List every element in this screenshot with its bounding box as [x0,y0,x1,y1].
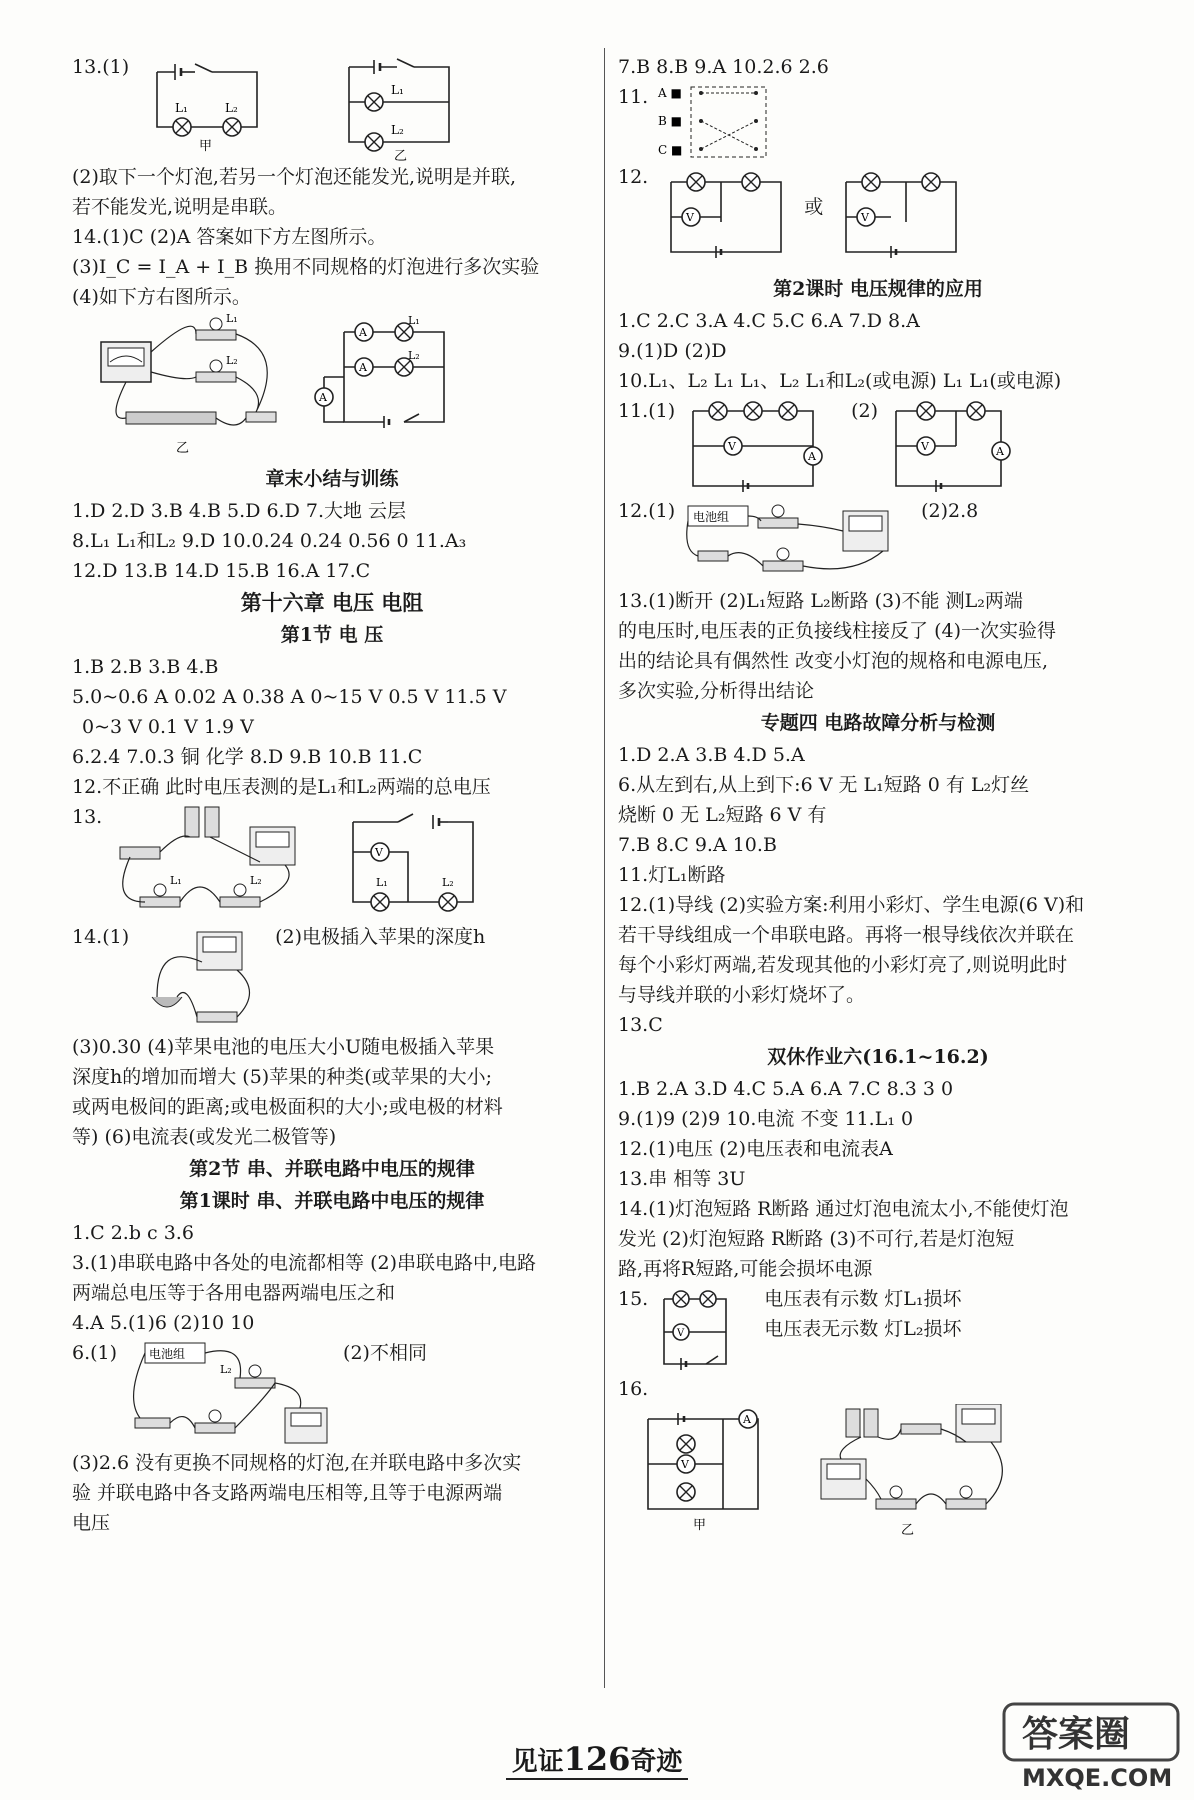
hw6-q16-row [618,1374,1138,1404]
q14-circuit-diagram [304,312,474,442]
svg-text:MXQE.COM: MXQE.COM [1022,1764,1173,1792]
hw6-line6: 发光 (2)灯泡短路 R断路 (3)不可行,若是灯泡短 [618,1228,1015,1250]
hw6-q15a: 电压表有示数 灯L₁损坏 [764,1288,962,1310]
svg-text:V: V [921,440,930,453]
ch16-q14-right: (2)电极插入苹果的深度h [275,926,486,948]
svg-text:V: V [728,440,737,453]
svg-text:乙: 乙 [394,149,408,162]
apple-battery-apparatus [137,922,267,1032]
series-circuit-diagram [137,52,277,152]
svg-text:L₁: L₁ [408,314,420,327]
svg-text:A: A [359,361,367,374]
svg-text:B ■: B ■ [658,114,683,128]
ch16-line3: 0~3 V 0.1 V 1.9 V [82,716,254,738]
topic4-line3: 烧断 0 无 L₂短路 6 V 有 [618,804,827,826]
hw6-q15-row [618,1284,1138,1374]
topic4-line4: 7.B 8.C 9.A 10.B [618,834,777,856]
sec2-q6-apparatus [125,1338,335,1448]
left-column [72,52,592,1538]
hw6-q16-figures [638,1404,1138,1544]
watermark-graphic [1002,1700,1180,1792]
topic4-line10: 13.C [618,1014,663,1036]
ch16-line1: 1.B 2.B 3.B 4.B [72,656,219,678]
lesson2-q11-circuit-b [886,396,1026,496]
svg-text:V: V [375,846,384,859]
sec2-line1: 1.C 2.b c 3.6 [72,1222,194,1244]
summary-title: 章末小结与训练 [265,468,399,490]
ch16-q13-label: 13. [72,806,103,828]
lesson2-q11a: 11.(1) [618,400,676,422]
svg-text:L₁: L₁ [391,83,404,97]
sec2-line5: (3)2.6 没有更换不同规格的灯泡,在并联电路中多次实 [72,1452,522,1474]
hw6-line1: 1.B 2.A 3.D 4.C 5.A 6.A 7.C 8.3 3 0 [618,1078,954,1100]
q13-text-a: (2)取下一个灯泡,若另一个灯泡还能发光,说明是并联, [72,166,517,188]
svg-text:L₂: L₂ [226,354,238,367]
lesson2-q12-label: 12.(1) [618,500,676,522]
svg-text:L₂: L₂ [220,1363,232,1376]
hw6-line5: 14.(1)灯泡短路 R断路 通过灯泡电流太小,不能使灯泡 [618,1198,1069,1220]
page-number: 126 [563,1740,631,1778]
section1-title: 第1节 电 压 [280,624,384,646]
lesson2-p2: 的电压时,电压表的正负接线柱接反了 (4)一次实验得 [618,620,1056,642]
parallel-circuit-diagram [329,52,469,162]
svg-text:电池组: 电池组 [693,510,730,524]
lesson2-q12b: (2)2.8 [921,500,979,522]
q14-apparatus-drawing [96,312,296,462]
ch16-q13-apparatus [110,802,310,922]
svg-text:L₁: L₁ [226,312,238,325]
sec2-line2: 3.(1)串联电路中各处的电流都相等 (2)串联电路中,电路 [72,1252,537,1274]
r-q11-row [618,82,1138,162]
sec2-q6-right: (2)不相同 [343,1342,427,1364]
hw6-line3: 12.(1)电压 (2)电压表和电流表A [618,1138,893,1160]
sec2-q6-row [72,1338,592,1448]
footer-right: 奇迹 [630,1747,683,1777]
svg-text:L₁: L₁ [376,876,388,889]
hw6-q15b: 电压表无示数 灯L₂损坏 [764,1318,962,1340]
svg-text:L₁: L₁ [175,101,188,115]
svg-text:L₁: L₁ [170,874,182,887]
hw6-line7: 路,再将R短路,可能会损坏电源 [618,1258,873,1280]
ch16-q14-row [72,922,592,1032]
lesson2-p1: 13.(1)断开 (2)L₁短路 L₂断路 (3)不能 测L₂两端 [618,590,1023,612]
svg-text:L₂: L₂ [225,101,238,115]
sec2-line6: 验 并联电路中各支路两端电压相等,且等于电源两端 [72,1482,503,1504]
r-q12-or: 或 [804,196,824,218]
hw6-q16-label: 16. [618,1378,649,1400]
r-q12-label: 12. [618,166,649,188]
section2-title: 第2节 串、并联电路中电压的规律 [189,1158,475,1180]
ch16-q14-label: 14.(1) [72,926,130,948]
q14-figures [96,312,592,462]
q13-text-b: 若不能发光,说明是串联。 [72,196,288,218]
svg-text:L₂: L₂ [391,123,404,137]
column-divider [604,48,605,1688]
hw6-q15-answers [764,1284,961,1344]
svg-text:甲: 甲 [693,1518,707,1533]
hw6-line2: 9.(1)9 (2)9 10.电流 不变 11.L₁ 0 [618,1108,914,1130]
hw6-line4: 13.串 相等 3U [618,1168,746,1190]
lesson2-q11-row [618,396,1138,496]
lesson2-title: 第2课时 电压规律的应用 [773,278,983,300]
r-q12-row [618,162,1138,272]
svg-text:电池组: 电池组 [149,1347,186,1361]
footer-left: 见证 [511,1747,564,1777]
svg-text:A: A [319,391,327,404]
topic4-line6: 12.(1)导线 (2)实验方案:利用小彩灯、学生电源(6 V)和 [618,894,1085,916]
topic4-line2: 6.从左到右,从上到下:6 V 无 L₁短路 0 有 L₂灯丝 [618,774,1030,796]
section2-subtitle: 第1课时 串、并联电路中电压的规律 [179,1190,485,1212]
ch16-para3: 或两电极间的距离;或电极面积的大小;或电极的材料 [72,1096,503,1118]
hw6-q15-label: 15. [618,1288,649,1310]
q14-line1: 14.(1)C (2)A 答案如下方左图所示。 [72,226,387,248]
svg-text:C ■: C ■ [658,143,683,157]
sec2-line3: 两端总电压等于各用电器两端电压之和 [72,1282,396,1304]
svg-text:L₂: L₂ [250,874,262,887]
topic4-line9: 与导线并联的小彩灯烧坏了。 [618,984,866,1006]
summary-line3: 12.D 13.B 14.D 15.B 16.A 17.C [72,560,371,582]
hw6-q15-circuit [656,1284,736,1374]
summary-line1: 1.D 2.D 3.B 4.B 5.D 6.D 7.大地 云层 [72,500,407,522]
svg-text:A: A [808,450,817,463]
svg-text:L₂: L₂ [408,349,420,362]
svg-text:乙: 乙 [176,441,190,456]
svg-text:A ■: A ■ [658,86,683,100]
svg-text:L₂: L₂ [442,876,454,889]
right-column [618,52,1138,1544]
sec2-line4: 4.A 5.(1)6 (2)10 10 [72,1312,255,1334]
q13-figures [72,52,592,162]
hw6-q16-circuit [638,1404,788,1534]
lesson2-q11b: (2) [851,400,879,422]
sec2-line7: 电压 [72,1512,111,1534]
ch16-line5: 12.不正确 此时电压表测的是L₁和L₂两端的总电压 [72,776,491,798]
topic4-line5: 11.灯L₁断路 [618,864,726,886]
svg-text:V: V [681,1458,689,1471]
ch16-line4: 6.2.4 7.0.3 铜 化学 8.D 9.B 10.B 11.C [72,746,423,768]
ch16-para4: 等) (6)电流表(或发光二极管等) [72,1126,337,1148]
svg-text:V: V [861,211,870,224]
svg-text:V: V [686,211,695,224]
footer-brand [506,1740,689,1780]
svg-text:乙: 乙 [901,1523,915,1538]
r-q11-wiring-diagram [656,82,776,162]
q13-label: 13.(1) [72,56,130,78]
ch16-para1: (3)0.30 (4)苹果电池的电压大小U随电极插入苹果 [72,1036,495,1058]
right-line1: 7.B 8.B 9.A 10.2.6 2.6 [618,56,829,78]
hw6-q16-apparatus [816,1404,1016,1544]
chapter16-title: 第十六章 电压 电阻 [240,590,424,615]
watermark-logo [1002,1700,1180,1792]
sec2-q6-label: 6.(1) [72,1342,118,1364]
r-q12-circuit-a [656,162,796,272]
svg-text:答案圈: 答案圈 [1022,1714,1131,1755]
q14-line2: (3)I_C = I_A + I_B 换用不同规格的灯泡进行多次实验 [72,256,540,278]
topic4-title: 专题四 电路故障分析与检测 [760,712,996,734]
r-q11-label: 11. [618,86,649,108]
lesson2-line2: 9.(1)D (2)D [618,340,727,362]
ch16-para2: 深度h的增加而增大 (5)苹果的种类(或苹果的大小; [72,1066,493,1088]
topic4-line8: 每个小彩灯两端,若发现其他的小彩灯亮了,则说明此时 [618,954,1068,976]
topic4-line7: 若干导线组成一个串联电路。再将一根导线依次并联在 [618,924,1075,946]
topic4-line1: 1.D 2.A 3.B 4.D 5.A [618,744,805,766]
svg-text:甲: 甲 [199,139,213,152]
ch16-line2: 5.0~0.6 A 0.02 A 0.38 A 0~15 V 0.5 V 11.5 V [72,686,507,708]
lesson2-q12-row [618,496,1138,586]
lesson2-line3: 10.L₁、L₂ L₁ L₁、L₂ L₁和L₂(或电源) L₁ L₁(或电源) [618,370,1062,392]
svg-text:V: V [677,1328,685,1339]
ch16-q13-figures [72,802,592,922]
lesson2-q12-apparatus [683,496,913,586]
svg-text:A: A [743,1413,751,1426]
lesson2-line1: 1.C 2.C 3.A 4.C 5.C 6.A 7.D 8.A [618,310,920,332]
lesson2-q11-circuit-a [683,396,843,496]
svg-text:A: A [359,326,367,339]
svg-text:A: A [996,445,1005,458]
summary-line2: 8.L₁ L₁和L₂ 9.D 10.0.24 0.24 0.56 0 11.A₃ [72,530,467,552]
lesson2-p3: 出的结论具有偶然性 改变小灯泡的规格和电源电压, [618,650,1049,672]
ch16-q13-circuit [338,802,488,922]
r-q12-circuit-b [831,162,971,272]
lesson2-p4: 多次实验,分析得出结论 [618,680,815,702]
hw6-title: 双休作业六(16.1~16.2) [767,1046,989,1068]
q14-line3: (4)如下方右图所示。 [72,286,251,308]
